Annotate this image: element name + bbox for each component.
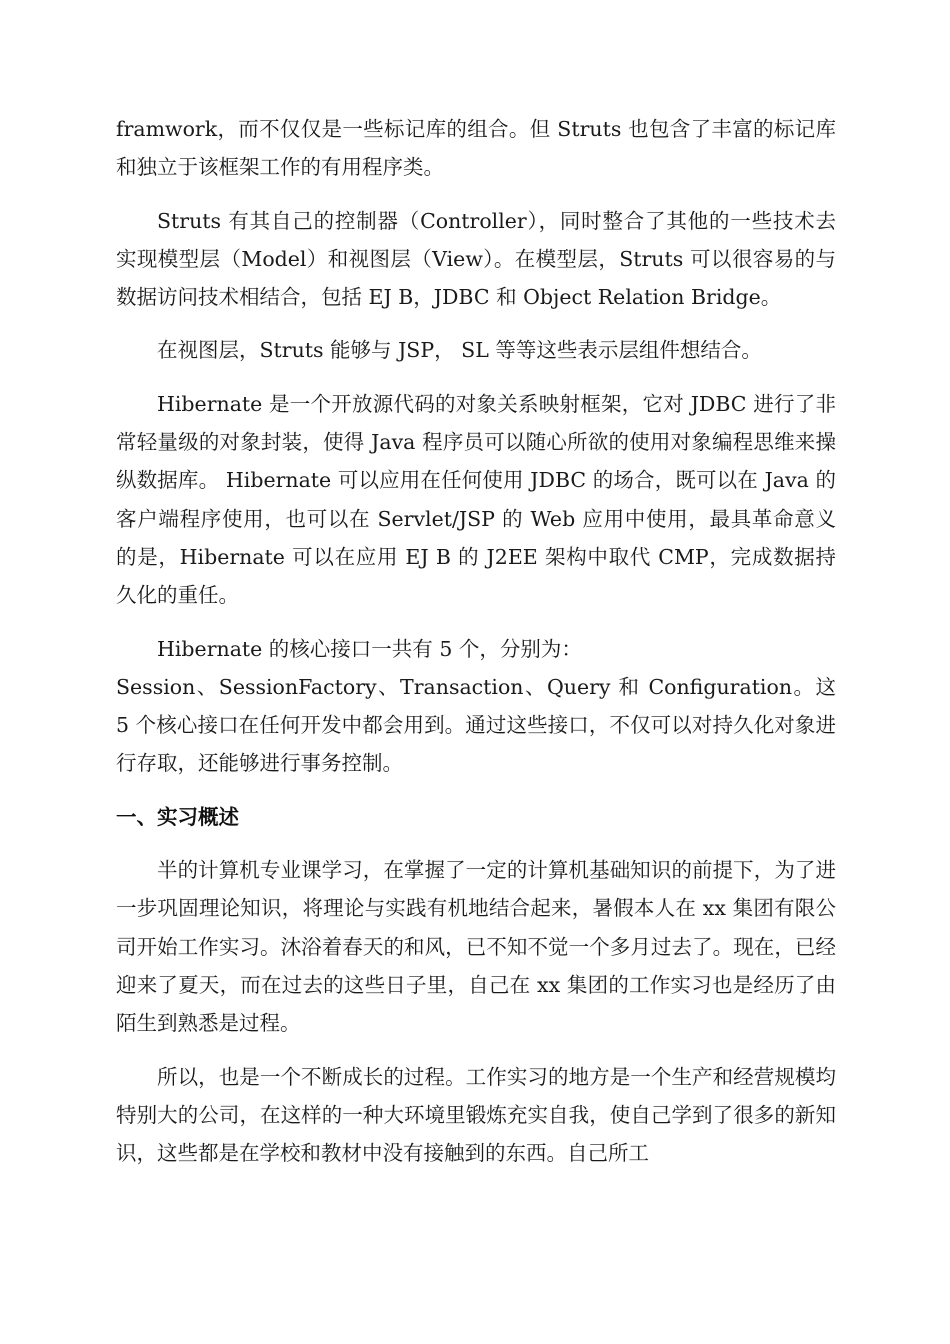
paragraph-hibernate-interfaces-list: Session、SessionFactory、Transaction、Query 和 Configuration。这 5 个核心接口在任何开发中都会用到。通过这些接口，不仅可以对持久化对象进行存取，还能够进行事务控制。 [116, 674, 836, 776]
paragraph-struts-controller: Struts 有其自己的控制器（Controller），同时整合了其他的一些技术去实现模型层（Model）和视图层（View）。在模型层，Struts 可以很容易的与数据访问技术相结合，包括 EJ B，JDBC 和 Object Relation Bridge。 [116, 208, 836, 310]
paragraph-internship-growth: 所以，也是一个不断成长的过程。工作实习的地方是一个生产和经营规模均特别大的公司，在这样的一种大环境里锻炼充实自我，使自己学到了很多的新知识，这些都是在学校和教材中没有接触到的东西。自己所工 [116, 1064, 836, 1166]
paragraph-hibernate-interfaces-intro: Hibernate 的核心接口一共有 5 个，分别为： [157, 636, 582, 661]
paragraph-struts-view-layer: 在视图层，Struts 能够与 JSP， SL 等等这些表示层组件想结合。 [157, 338, 762, 363]
section-heading: 一、实习概述 [116, 804, 239, 829]
document-body [116, 110, 836, 1187]
paragraph-hibernate-intro: Hibernate 是一个开放源代码的对象关系映射框架，它对 JDBC 进行了非常轻量级的对象封装，使得 Java 程序员可以随心所欲的使用对象编程思维来操纵数据库。 Hibernate 可以应用在任何使用 JDBC 的场合，既可以在 Java 的客户端程序使用，也可以在 Servlet/JSP 的 Web 应用中使用，最具革命意义的是，Hibernate 可以在应用 EJ B 的 J2EE 架构中取代 CMP，完成数据持久化的重任。 [116, 391, 836, 608]
paragraph-struts-framework: framwork，而不仅仅是一些标记库的组合。但 Struts 也包含了丰富的标记库和独立于该框架工作的有用程序类。 [116, 117, 836, 180]
paragraph-internship-overview: 半的计算机专业课学习，在掌握了一定的计算机基础知识的前提下，为了进一步巩固理论知识，将理论与实践有机地结合起来，暑假本人在 xx 集团有限公司开始工作实习。沐浴着春天的和风，已不知不觉一个多月过去了。现在，已经迎来了夏天，而在过去的这些日子里，自己在 xx 集团的工作实习也是经历了由陌生到熟悉是过程。 [116, 858, 836, 1036]
